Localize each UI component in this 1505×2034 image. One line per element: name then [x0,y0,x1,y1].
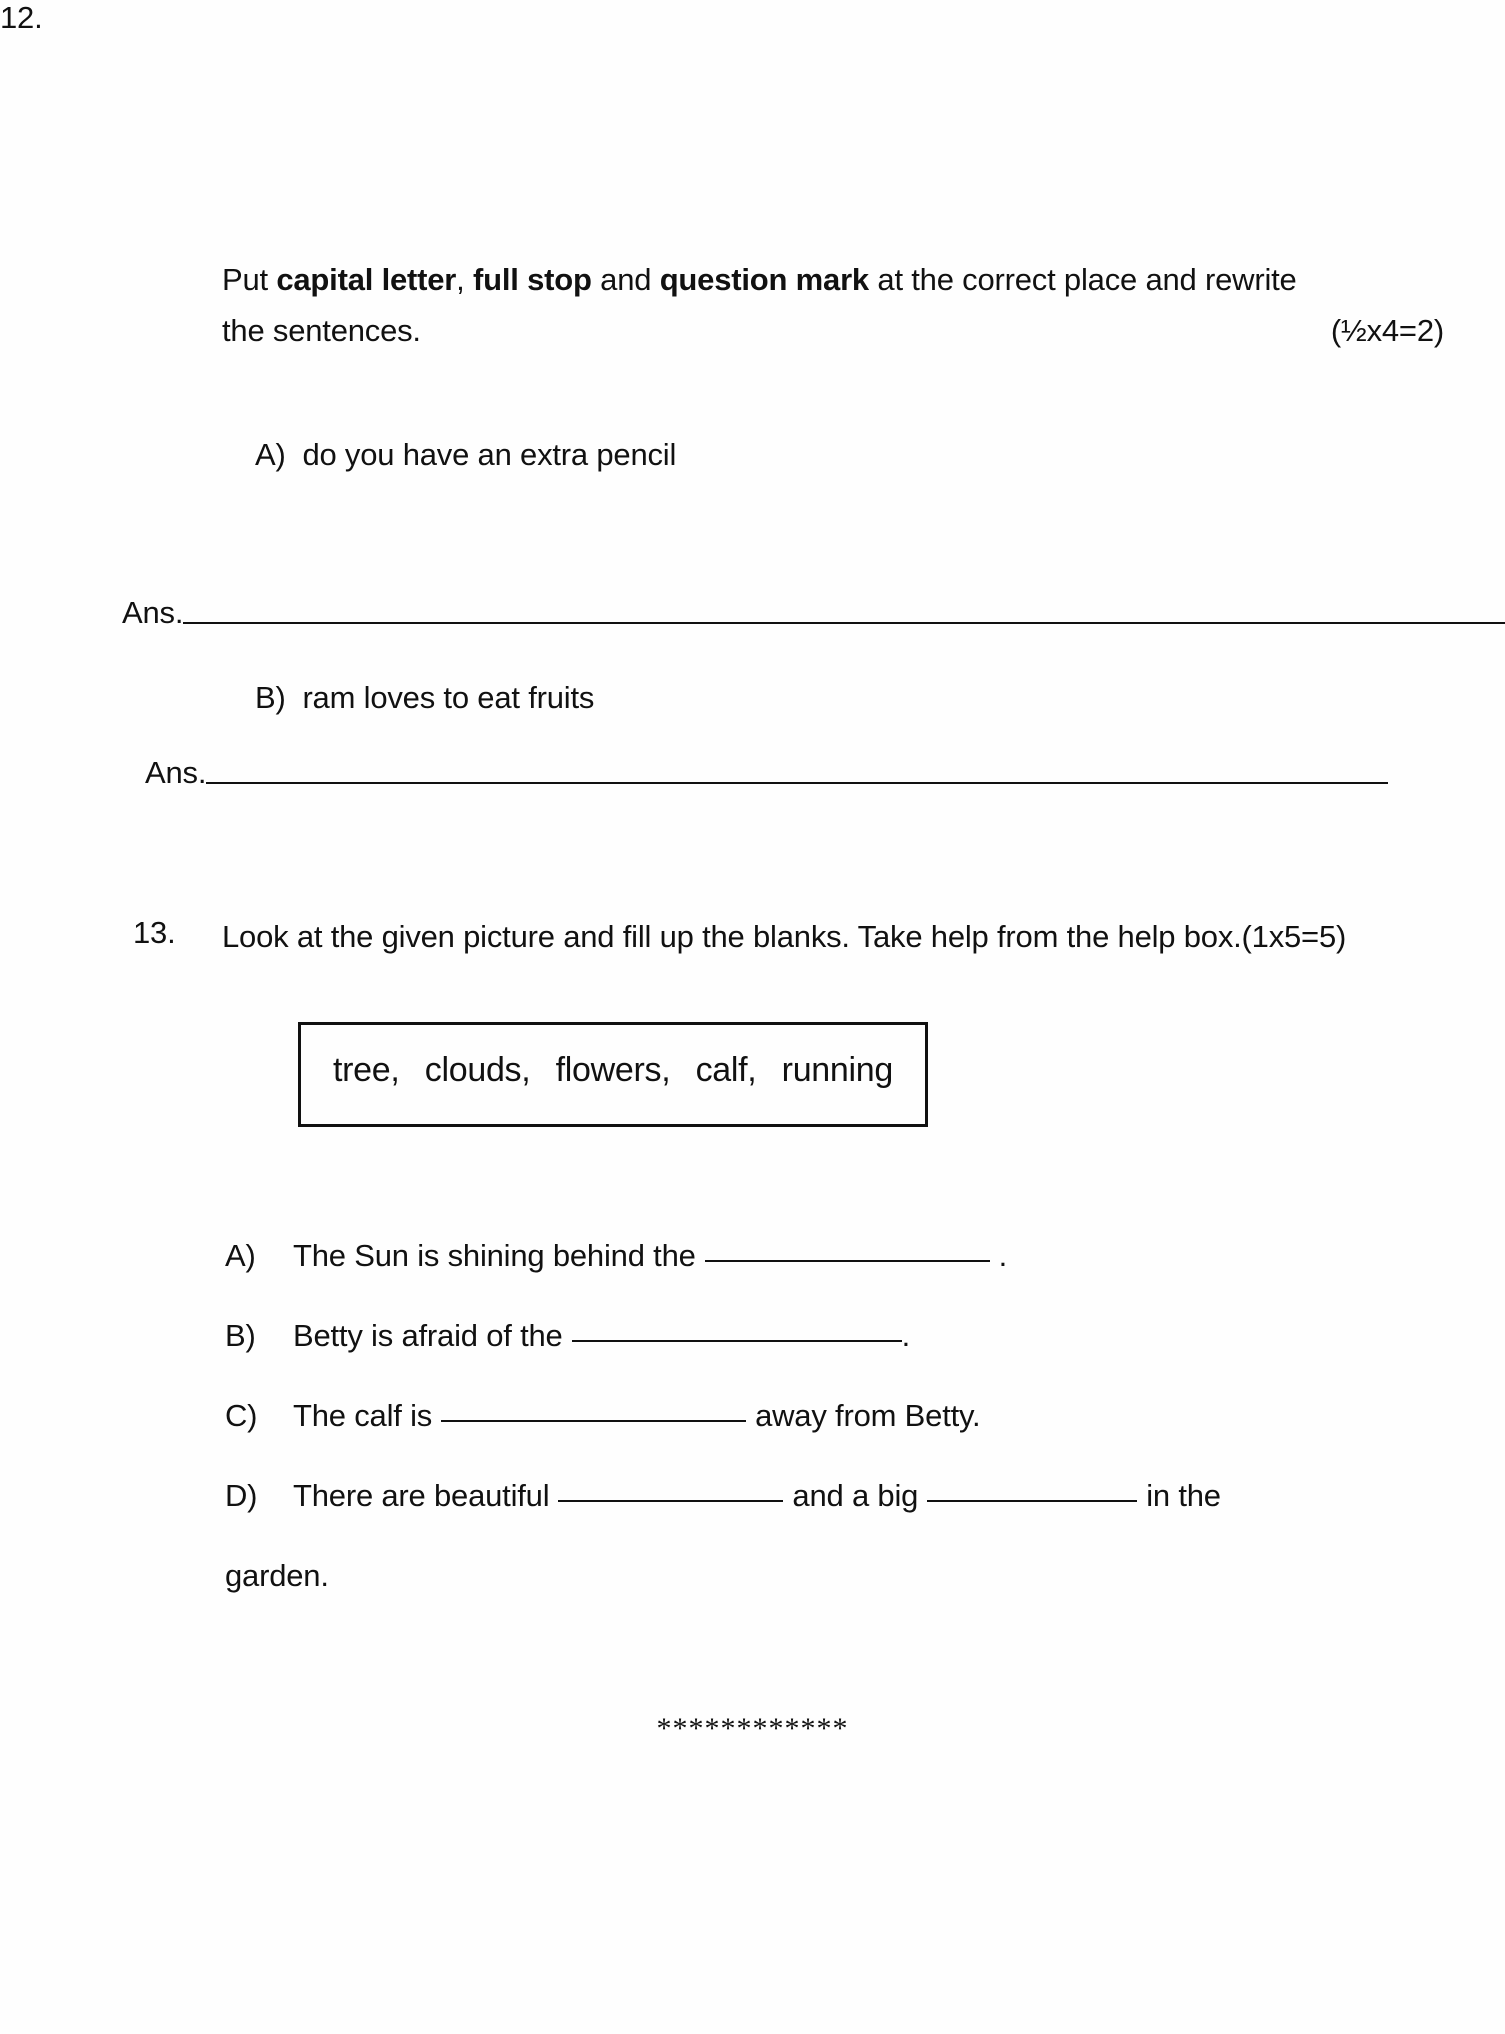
question-12-item-b-text: ram loves to eat fruits [302,680,595,715]
question-13-blank-a-rule[interactable] [705,1260,990,1262]
question-12-item-b [255,680,594,716]
q12-text-pre: Put [222,262,277,297]
answer-label-a: Ans. [122,595,184,630]
question-12-prompt-line-1 [222,258,1444,302]
q12-bold-question-mark: question mark [659,262,869,297]
question-13-blank-a-before: The Sun is shining behind the [293,1238,696,1273]
question-13-blank-c-rule[interactable] [441,1420,746,1422]
q12-bold-capital-letter: capital letter [276,262,457,297]
question-12-item-a-text: do you have an extra pencil [302,437,677,472]
question-12-prompt-line-2 [222,309,1444,353]
question-13-number: 13. [133,915,176,950]
question-13-blank-c-after: away from Betty. [755,1398,981,1433]
question-13-blank-d-continuation: garden. [225,1558,329,1593]
help-word-calf: calf, [695,1051,757,1089]
help-word-running: running [781,1051,893,1089]
question-13-blank-d-middle: and a big [792,1478,919,1513]
question-12-number: 12. [0,0,43,35]
question-13-blank-a-after: . [998,1238,1008,1273]
question-13-blank-b-after: . [901,1318,910,1353]
question-13-blank-c-label: C) [225,1398,258,1433]
answer-rule-b[interactable] [206,782,1388,784]
q12-sep-2: and [591,262,660,297]
question-13-blank-b-rule[interactable] [572,1340,902,1342]
answer-label-b: Ans. [145,755,207,790]
question-13-blank-d-rule-2[interactable] [927,1500,1137,1502]
question-13-blank-d-rule-1[interactable] [558,1500,783,1502]
help-box [298,1022,928,1127]
question-12-prompt [222,258,1444,353]
question-13-blank-a-label: A) [225,1238,256,1273]
help-word-clouds: clouds, [424,1051,531,1089]
question-13-blank-c-before: The calf is [293,1398,433,1433]
q12-bold-full-stop: full stop [473,262,592,297]
q12-line2-text: the sentences. [222,313,421,349]
question-12-item-b-label: B) [255,680,286,715]
question-13-blank-b-label: B) [225,1318,256,1353]
question-13-blank-a [225,1238,1007,1274]
question-13-blank-d [225,1478,1221,1514]
question-12-answer-line-a[interactable] [122,595,1505,631]
answer-rule-a[interactable] [183,622,1505,624]
question-13-blank-b-before: Betty is afraid of the [293,1318,563,1353]
question-13-blank-d-after: in the [1146,1478,1221,1513]
question-13-blank-c [225,1398,980,1434]
question-12-answer-line-b[interactable] [145,755,1388,791]
question-12-item-a-label: A) [255,437,286,472]
question-12-marks: (½x4=2) [1330,313,1444,349]
question-13-prompt: Look at the given picture and fill up the blanks. Take help from the help box.(1x5=5) [222,919,1347,954]
help-word-flowers: flowers, [555,1051,671,1089]
question-13-blank-b [225,1318,910,1354]
q12-sep-1: , [456,262,473,297]
footer-asterisks: ************ [656,1712,849,1745]
help-box-word-list [333,1051,893,1090]
question-12-item-a [255,437,676,473]
question-13-blank-d-before: There are beautiful [293,1478,550,1513]
question-13-blank-d-label: D) [225,1478,258,1513]
q12-text-post: at the correct place and rewrite [868,262,1297,297]
help-word-tree: tree, [333,1051,400,1089]
